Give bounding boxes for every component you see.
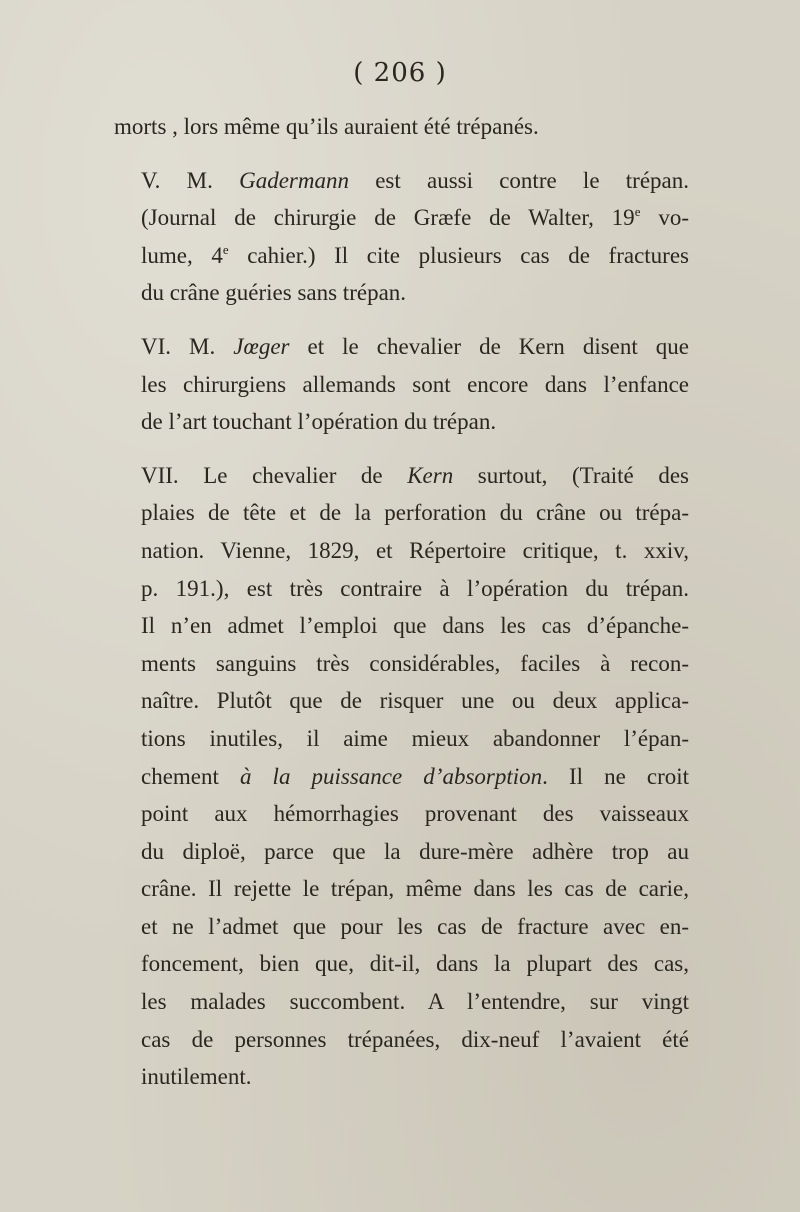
italic-name: Kern bbox=[407, 462, 454, 488]
page-number: ( 206 ) bbox=[353, 58, 447, 88]
text-line: lume, 4e cahier.) Il cite plusieurs cas de fractures bbox=[141, 241, 689, 268]
text-line: crâne. Il rejette le trépan, même dans les cas de carie, bbox=[141, 876, 689, 902]
text-line: inutilement. bbox=[141, 1064, 252, 1090]
text-line: VI. M. Jœger et le chevalier de Kern disent que bbox=[141, 333, 689, 359]
text-line: nation. Vienne, 1829, et Répertoire critique, t. xxiv, bbox=[141, 537, 689, 563]
text-line: du diploë, parce que la dure-mère adhère trop au bbox=[141, 838, 689, 864]
italic-name: Gadermann bbox=[239, 167, 349, 193]
text-line: de l’art touchant l’opération du trépan. bbox=[141, 409, 497, 435]
text-line: p. 191.), est très contraire à l’opération du trépan. bbox=[141, 575, 689, 601]
text-line: V. M. Gadermann est aussi contre le trépan. bbox=[141, 167, 689, 193]
text-body bbox=[114, 108, 689, 1096]
italic-name: Jœger bbox=[233, 333, 290, 359]
text-line: point aux hémorrhagies provenant des vaisseaux bbox=[141, 801, 689, 827]
text-line: Il n’en admet l’emploi que dans les cas d’épanche- bbox=[141, 613, 689, 639]
text-line: les malades succombent. A l’entendre, sur vingt bbox=[141, 989, 689, 1015]
text-line: tions inutiles, il aime mieux abandonner l’épan- bbox=[141, 725, 689, 751]
superscript: e bbox=[634, 204, 641, 220]
superscript: e bbox=[222, 241, 229, 257]
text-line: les chirurgiens allemands sont encore dans l’enfance bbox=[141, 371, 689, 397]
text-line: cas de personnes trépanées, dix-neuf l’avaient été bbox=[141, 1026, 689, 1052]
paragraph bbox=[114, 328, 689, 441]
italic-name: à la puissance d’absorption bbox=[239, 763, 543, 789]
text-line: (Journal de chirurgie de Græfe de Walter, 19e vo- bbox=[141, 204, 689, 231]
text-line: et ne l’admet que pour les cas de fracture avec en- bbox=[141, 913, 689, 939]
text-line: morts , lors même qu’ils auraient été trépanés. bbox=[114, 114, 539, 139]
text-line: du crâne guéries sans trépan. bbox=[141, 280, 407, 306]
paragraph bbox=[114, 457, 689, 1096]
text-line: naître. Plutôt que de risquer une ou deux applica- bbox=[141, 688, 689, 714]
paragraph bbox=[114, 162, 689, 312]
text-line: foncement, bien que, dit-il, dans la plupart des cas, bbox=[141, 951, 689, 977]
text-line: chement à la puissance d’absorption. Il ne croit bbox=[141, 763, 690, 789]
paragraph bbox=[114, 108, 689, 146]
text-line: ments sanguins très considérables, faciles à recon- bbox=[141, 650, 689, 676]
text-line: VII. Le chevalier de Kern surtout, (Traité des bbox=[141, 462, 689, 488]
text-line: plaies de tête et de la perforation du crâne ou trépa- bbox=[141, 500, 689, 526]
